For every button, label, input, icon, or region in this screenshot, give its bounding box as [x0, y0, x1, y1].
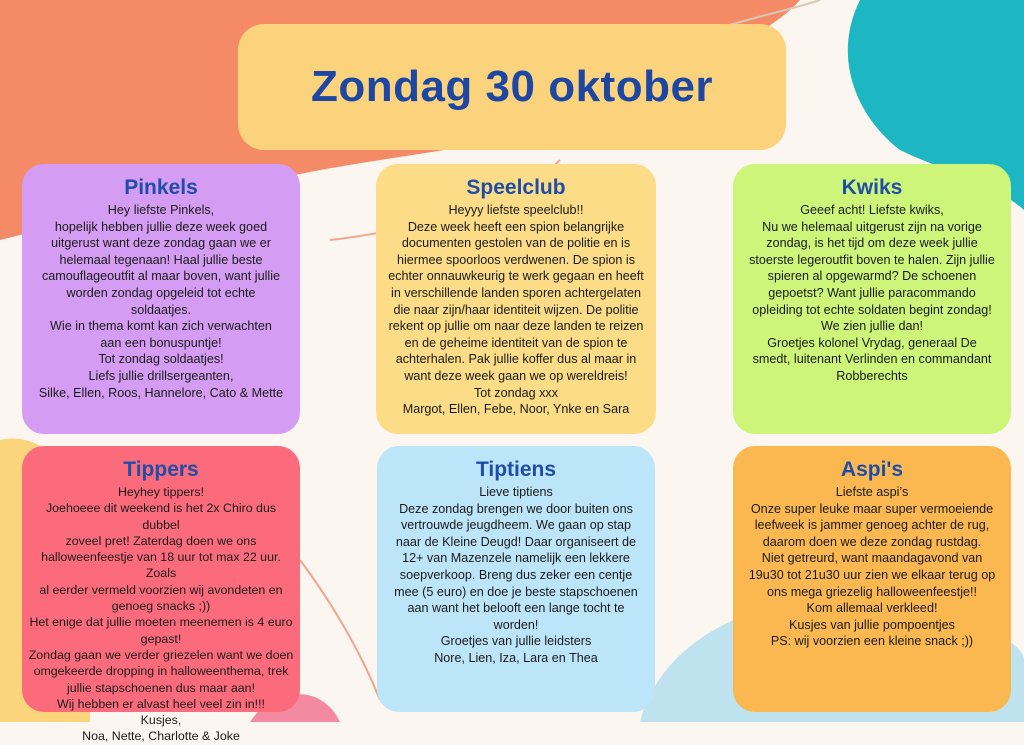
- card-line: worden!: [493, 617, 539, 632]
- card-line: Kusjes,: [140, 713, 182, 728]
- card-line: helemaal tegenaan! Haal jullie beste: [59, 252, 263, 267]
- card-line: Groetjes kolonel Vrydag, generaal De: [767, 335, 977, 350]
- card-line: ons mega griezelig halloweenfeestje!!: [766, 584, 978, 599]
- card-line: opleiding tot echte soldaten begint zondag!: [752, 302, 992, 317]
- card-line: gepast!: [140, 631, 182, 646]
- card-line: Wij hebben er alvast heel veel zin in!!!: [57, 696, 265, 711]
- card-line: camouflageoutfit al maar boven, want jullie: [41, 269, 280, 284]
- card-line: stoerste legeroutfit boven te halen. Zijn jullie: [749, 252, 995, 267]
- card-line: Heyhey tippers!: [117, 485, 205, 499]
- card-line: Groetjes van jullie leidsters: [440, 634, 592, 649]
- card-line: soepverkoop. Breng dus zeker een centje: [399, 567, 633, 582]
- card-line: daarom doen we deze zondag rustdag.: [762, 534, 982, 549]
- card-line: omgekeerde dropping in halloweenthema, trek: [33, 664, 289, 679]
- card-line: en de geheime identiteit van de spion te: [404, 335, 628, 350]
- card-line: We zien jullie dan!: [821, 319, 923, 334]
- title-banner: [238, 24, 786, 150]
- card-tiptiens: [377, 446, 655, 712]
- card-tippers: [22, 446, 300, 744]
- card-line: gepoetst? Want jullie paracommando: [768, 285, 976, 300]
- card-line: documenten gestolen van de politie en is: [401, 236, 631, 251]
- card-body: [28, 202, 294, 401]
- card-heading: Aspi's: [840, 458, 904, 481]
- card-line: Silke, Ellen, Roos, Hannelore, Cato & Mette: [38, 385, 284, 400]
- card-line: Heyyy liefste speelclub!!: [448, 203, 584, 217]
- card-body: [383, 484, 649, 667]
- card-line: uitgerust want deze zondag gaan we er: [51, 236, 271, 251]
- card-line: genoeg snacks ;)): [111, 599, 211, 614]
- card-line: Tot zondag xxx: [473, 385, 558, 400]
- card-line: PS: wij voorzien een kleine snack ;)): [770, 634, 974, 649]
- card-line: Robberechts: [836, 368, 908, 383]
- card-line: 12+ van Mazenzele namelijk een lekkere: [402, 551, 630, 566]
- card-line: Kusjes van jullie pompoentjes: [789, 617, 955, 632]
- card-line: Nore, Lien, Iza, Lara en Thea: [434, 650, 598, 665]
- card-line: Geeef acht! Liefste kwiks,: [800, 203, 944, 217]
- card-line: Liefste aspi’s: [835, 485, 909, 499]
- card-line: naar de Kleine Deugd! Daar organiseert de: [395, 534, 637, 549]
- card-line: 19u30 tot 21u30 uur zien we elkaar terug op: [748, 567, 996, 582]
- card-body: [739, 202, 1005, 385]
- card-line: vertrouwde jeugdheem. We gaan op stap: [400, 518, 632, 533]
- card-line: zondag, is het tijd om deze week jullie: [766, 236, 978, 251]
- page-title: Zondag 30 oktober: [310, 62, 714, 111]
- card-line: Nu we helemaal uitgerust zijn na vorige: [762, 219, 982, 234]
- card-line: in verschillende landen sporen achtergelaten: [391, 285, 641, 300]
- card-kwiks: [733, 164, 1011, 434]
- card-line: Margot, Ellen, Febe, Noor, Ynke en Sara: [402, 402, 630, 417]
- card-body: [739, 484, 1005, 650]
- card-line: leefweek is jammer genoeg achter de rug,: [754, 518, 990, 533]
- card-line: Tot zondag soldaatjes!: [98, 352, 224, 367]
- card-line: Lieve tiptiens: [479, 485, 553, 499]
- card-line: jullie stapschoenen dus maar aan!: [66, 680, 256, 695]
- card-line: soldaatjes.: [130, 302, 192, 317]
- card-aspis: [733, 446, 1011, 712]
- card-line: Zondag gaan we verder griezelen want we doen: [28, 647, 294, 662]
- card-body: [28, 484, 294, 745]
- card-line: Hey liefste Pinkels,: [107, 203, 215, 217]
- card-line: spieren al opgewarmd? De schoenen: [767, 269, 977, 284]
- card-pinkels: [22, 164, 300, 434]
- card-heading: Tippers: [123, 458, 199, 481]
- card-heading: Tiptiens: [475, 458, 557, 481]
- card-line: Deze week heeft een spion belangrijke: [407, 219, 625, 234]
- card-line: aan een bonuspuntje!: [100, 335, 222, 350]
- card-line: echter onnauwkeurig te werk gegaan en heeft: [388, 269, 644, 284]
- card-line: want deze week gaan we op wereldreis!: [404, 368, 628, 383]
- card-heading: Kwiks: [841, 176, 903, 199]
- card-line: Niet getreurd, want maandagavond van: [761, 551, 983, 566]
- card-line: rekent op jullie om naar deze landen te reizen: [388, 319, 644, 334]
- card-line: die naar zijn/haar identiteit wijzen. De politie: [393, 302, 639, 317]
- card-line: Liefs jullie drillsergeanten,: [88, 368, 234, 383]
- card-heading: Pinkels: [124, 176, 198, 199]
- card-line: aan want het belooft een lange tocht te: [407, 601, 625, 616]
- card-line: hopelijk hebben jullie deze week goed: [54, 219, 268, 234]
- card-line: al eerder vermeld voorzien wij avondeten en: [39, 582, 283, 597]
- card-body: [382, 202, 650, 418]
- card-line: mee (5 euro) en doe je beste stapschoenen: [394, 584, 638, 599]
- card-line: achterhalen. Pak jullie koffer dus al maar in: [395, 352, 637, 367]
- card-heading: Speelclub: [466, 176, 566, 199]
- card-line: halloweenfeestje van 18 uur tot max 22 uur. Zoals: [41, 550, 281, 581]
- card-line: Onze super leuke maar super vermoeiende: [750, 501, 994, 516]
- card-line: Deze zondag brengen we door buiten ons: [399, 501, 633, 516]
- card-line: hiermee spoorloos verdwenen. De spion is: [396, 252, 635, 267]
- card-line: Noa, Nette, Charlotte & Joke: [82, 729, 240, 744]
- card-line: Kom allemaal verkleed!: [806, 601, 938, 616]
- card-line: zoveel pret! Zaterdag doen we ons: [65, 533, 257, 548]
- card-line: worden zondag opgeleid tot echte: [66, 285, 256, 300]
- card-line: Wie in thema komt kan zich verwachten: [50, 319, 272, 334]
- card-line: Joehoeee dit weekend is het 2x Chiro dus dubbel: [45, 501, 277, 532]
- card-line: Het enige dat jullie moeten meenemen is 4 euro: [29, 615, 293, 630]
- card-line: smedt, luitenant Verlinden en commandant: [752, 352, 992, 367]
- card-speelclub: [376, 164, 656, 434]
